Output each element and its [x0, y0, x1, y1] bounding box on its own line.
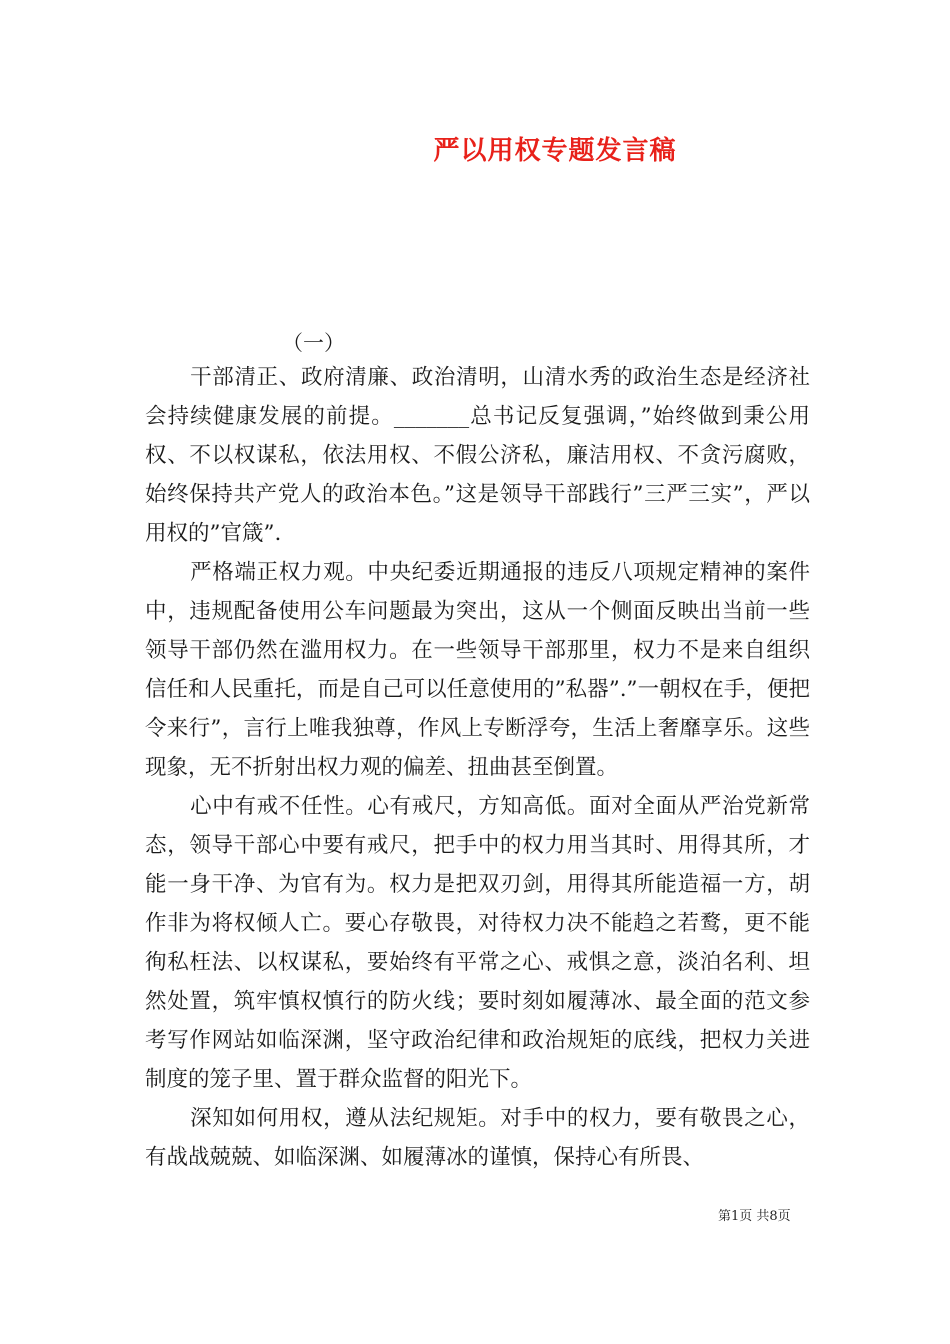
page-number-footer: 第1页 共8页: [718, 1209, 791, 1224]
section-marker: （一）: [282, 331, 345, 355]
body-paragraph-4: 深知如何用权，遵从法纪规矩。对手中的权力，要有敬畏之心，有战战兢兢、如临深渊、如履薄冰的谨慎，保持心有所畏、: [145, 1106, 810, 1170]
document-title: 严以用权专题发言稿: [433, 136, 677, 166]
body-paragraph-1: 干部清正、政府清廉、政治清明，山清水秀的政治生态是经济社会持续健康发展的前提。_______总书记反复强调，”始终做到秉公用权、不以权谋私，依法用权、不假公济私，廉洁用权、不贪污腐败，始终保持共产党人的政治本色。”这是领导干部践行”三严三实”，严以用权的”官箴”.: [145, 365, 810, 546]
body-paragraph-2: 严格端正权力观。中央纪委近期通报的违反八项规定精神的案件中，违规配备使用公车问题最为突出，这从一个侧面反映出当前一些领导干部仍然在滥用权力。在一些领导干部那里，权力不是来自组织信任和人民重托，而是自己可以任意使用的”私器”.”一朝权在手，便把令来行”，言行上唯我独尊，作风上专断浮夸，生活上奢靡享乐。这些现象，无不折射出权力观的偏差、扭曲甚至倒置。: [145, 560, 810, 780]
body-paragraph-3: 心中有戒不任性。心有戒尺，方知高低。面对全面从严治党新常态，领导干部心中要有戒尺，把手中的权力用当其时、用得其所，才能一身干净、为官有为。权力是把双刃剑，用得其所能造福一方，胡作非为将权倾人亡。要心存敬畏，对待权力决不能趋之若鹜，更不能徇私枉法、以权谋私，要始终有平常之心、戒惧之意，淡泊名利、坦然处置，筑牢慎权慎行的防火线；要时刻如履薄冰、最全面的范文参考写作网站如临深渊，坚守政治纪律和政治规矩的底线，把权力关进制度的笼子里、置于群众监督的阳光下。: [145, 794, 810, 1092]
document-body: [145, 358, 810, 1177]
